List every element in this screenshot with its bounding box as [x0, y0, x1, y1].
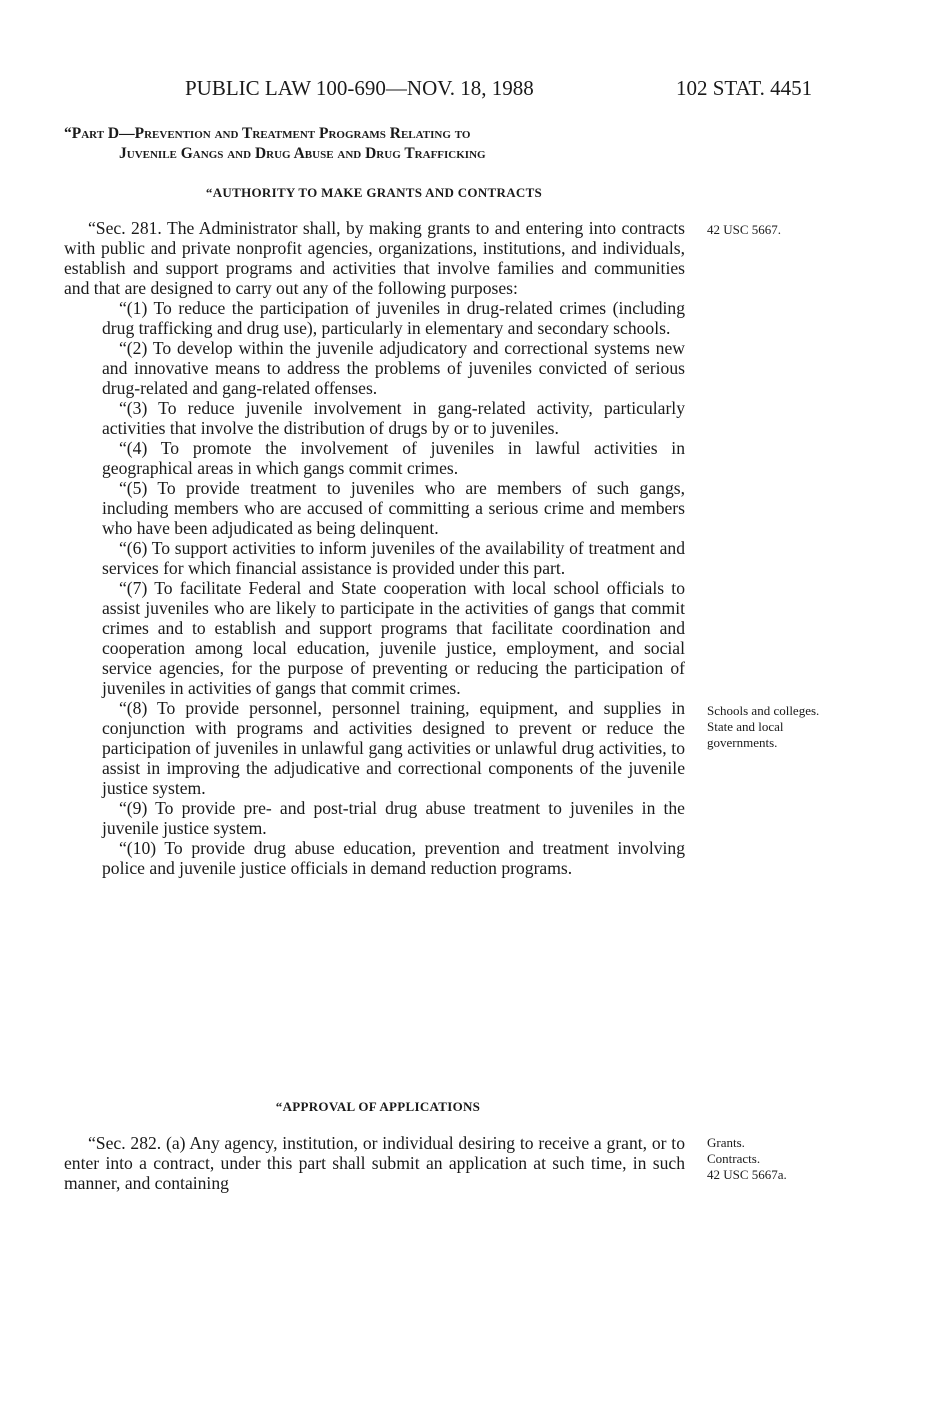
margin-note-state-local: State and local governments.	[707, 719, 784, 750]
margin-note-usc-5667: 42 USC 5667.	[707, 222, 782, 237]
section-281	[64, 218, 685, 878]
section-281-intro: “Sec. 281. The Administrator shall, by making grants to and entering into contracts with public and private nonprofit agencies, organizations, institutions, and individuals, establish and support programs and activities that involve families and communities and that are designed to carry out any of the following purposes:	[64, 218, 685, 298]
purpose-item-3: “(3) To reduce juvenile involvement in gang-related activity, particularly activities that involve the distribution of drugs by or to juveniles.	[102, 398, 685, 438]
section-282-intro: “Sec. 282. (a) Any agency, institution, or individual desiring to receive a grant, or to enter into a contract, under this part shall submit an application at such time, in such manner, and containing	[64, 1133, 685, 1193]
part-title-line-1: “Part D—Prevention and Treatment Programs Relating to	[64, 125, 471, 142]
purpose-item-7: “(7) To facilitate Federal and State cooperation with local school officials to assist juveniles who are likely to participate in the activities of gangs that commit crimes and to establish and support programs that facilitate coordination and cooperation among local education, juvenile justice, employment, and social service agencies, for the purpose of preventing or reducing the participation of juveniles in activities of gangs that commit crimes.	[102, 578, 685, 698]
purpose-item-2: “(2) To develop within the juvenile adjudicatory and correctional systems new and innovative means to address the problems of juveniles convicted of serious drug-related and gang-related offenses.	[102, 338, 685, 398]
part-title-line-2: Juvenile Gangs and Drug Abuse and Drug Trafficking	[119, 145, 486, 162]
purpose-item-1: “(1) To reduce the participation of juveniles in drug-related crimes (including drug trafficking and drug use), particularly in elementary and secondary schools.	[102, 298, 685, 338]
margin-note-grants: Grants. Contracts. 42 USC 5667a.	[707, 1135, 827, 1183]
running-header-left: PUBLIC LAW 100-690—NOV. 18, 1988	[185, 76, 534, 100]
part-title	[64, 124, 694, 164]
margin-note-contracts: Contracts.	[707, 1151, 761, 1166]
purpose-item-5: “(5) To provide treatment to juveniles who are members of such gangs, including members who are accused of committing a serious crime and members who have been adjudicated as being delinquent.	[102, 478, 685, 538]
subheading-approval: “APPROVAL OF APPLICATIONS	[275, 1099, 481, 1114]
purpose-item-10: “(10) To provide drug abuse education, prevention and treatment involving police and juvenile justice officials in demand reduction programs.	[102, 838, 685, 878]
purpose-item-6: “(6) To support activities to inform juveniles of the availability of treatment and services for which financial assistance is provided under this part.	[102, 538, 685, 578]
purpose-item-4: “(4) To promote the involvement of juveniles in lawful activities in geographical areas in which gangs commit crimes.	[102, 438, 685, 478]
section-282	[64, 1133, 685, 1193]
running-header-right: 102 STAT. 4451	[676, 76, 813, 100]
purpose-item-9: “(9) To provide pre- and post-trial drug abuse treatment to juveniles in the juvenile justice system.	[102, 798, 685, 838]
subheading-authority: “AUTHORITY TO MAKE GRANTS AND CONTRACTS	[205, 185, 543, 200]
margin-note-schools: Schools and colleges. State and local governments.	[707, 703, 827, 751]
purpose-item-8: “(8) To provide personnel, personnel training, equipment, and supplies in conjunction with programs and activities designed to prevent or reduce the participation of juveniles in unlawful gang activities or unlawful drug activities, to assist in improving the adjudicative and correctional components of the juvenile justice system.	[102, 698, 685, 798]
margin-note-usc-5667a: 42 USC 5667a.	[707, 1167, 787, 1182]
